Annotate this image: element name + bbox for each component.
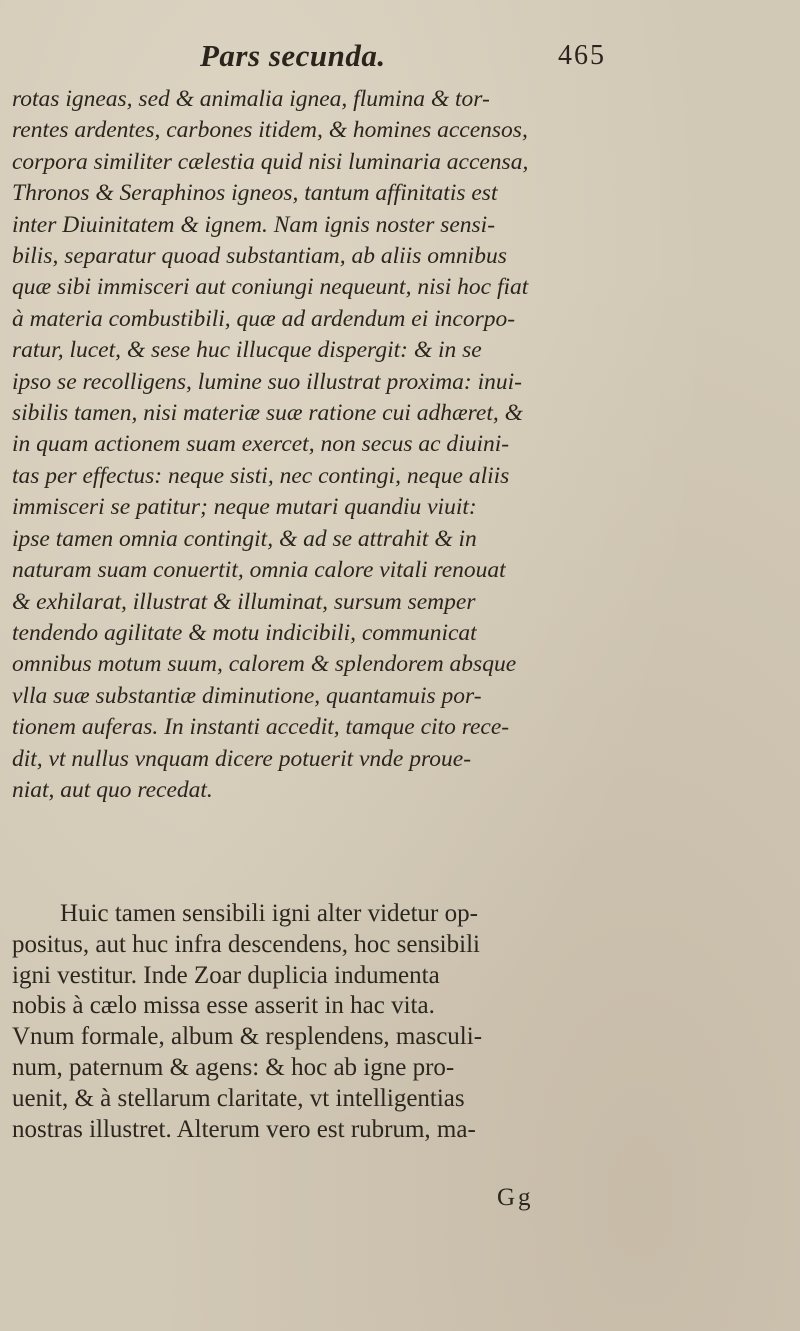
- signature-mark: Gg: [497, 1184, 534, 1211]
- text-line: Huic tamen sensibili igni alter videtur op-: [60, 900, 478, 927]
- text-line: quæ sibi immisceri aut coniungi nequeunt, nisi hoc fiat: [12, 274, 529, 301]
- text-line: nobis à cælo missa esse asserit in hac vita.: [12, 992, 435, 1020]
- text-line: ipso se recolligens, lumine suo illustrat proxima: inui-: [12, 368, 523, 395]
- text-line: in quam actionem suam exercet, non secus ac diuini-: [12, 431, 510, 458]
- text-line: dit, vt nullus vnquam dicere potuerit vnde proue-: [12, 745, 472, 772]
- text-line: igni vestitur. Inde Zoar duplicia indumenta: [12, 961, 440, 989]
- text-line: Vnum formale, album & resplendens, masculi-: [12, 1023, 483, 1051]
- text-line: rentes ardentes, carbones itidem, & homines accensos,: [12, 117, 528, 144]
- running-head: [0, 38, 800, 78]
- text-line: immisceri se patitur; neque mutari quandiu viuit:: [12, 494, 477, 521]
- text-line: num, paternum & agens: & hoc ab igne pro-: [12, 1053, 455, 1081]
- text-line: & exhilarat, illustrat & illuminat, sursum semper: [12, 588, 476, 615]
- text-line: naturam suam conuertit, omnia calore vitali renouat: [12, 557, 506, 584]
- page-number: 465: [558, 40, 606, 71]
- text-line: tionem auferas. In instanti accedit, tamque cito rece-: [12, 714, 510, 741]
- running-head-title: Pars secunda.: [200, 38, 386, 73]
- text-line: inter Diuinitatem & ignem. Nam ignis noster sensi-: [12, 211, 496, 238]
- text-line: niat, aut quo recedat.: [12, 776, 213, 803]
- text-line: nostras illustret. Alterum vero est rubrum, ma-: [12, 1115, 476, 1143]
- text-line: à materia combustibili, quæ ad ardendum ei incorpo-: [12, 305, 516, 332]
- text-line: Thronos & Seraphinos igneos, tantum affinitatis est: [12, 180, 498, 207]
- text-line: uenit, & à stellarum claritate, vt intelligentias: [12, 1084, 465, 1112]
- text-line: omnibus motum suum, calorem & splendorem absque: [12, 651, 517, 678]
- italic-paragraph: [12, 84, 792, 806]
- text-line: tendendo agilitate & motu indicibili, communicat: [12, 619, 477, 646]
- text-line: corpora similiter cælestia quid nisi luminaria accensa,: [12, 148, 529, 175]
- text-line: sibilis tamen, nisi materiæ suæ ratione cui adhæret, &: [12, 400, 523, 427]
- roman-paragraph: [12, 899, 792, 1145]
- text-line: positus, aut huc infra descendens, hoc sensibili: [12, 930, 480, 958]
- text-line: ratur, lucet, & sese huc illucque dispergit: & in se: [12, 337, 482, 364]
- text-line: rotas igneas, sed & animalia ignea, flumina & tor-: [12, 86, 490, 112]
- text-line: vlla suæ substantiæ diminutione, quantamuis por-: [12, 682, 482, 709]
- text-line: bilis, separatur quoad substantiam, ab aliis omnibus: [12, 243, 507, 270]
- text-line: tas per effectus: neque sisti, nec contingi, neque aliis: [12, 462, 510, 489]
- text-line: ipse tamen omnia contingit, & ad se attrahit & in: [12, 525, 477, 552]
